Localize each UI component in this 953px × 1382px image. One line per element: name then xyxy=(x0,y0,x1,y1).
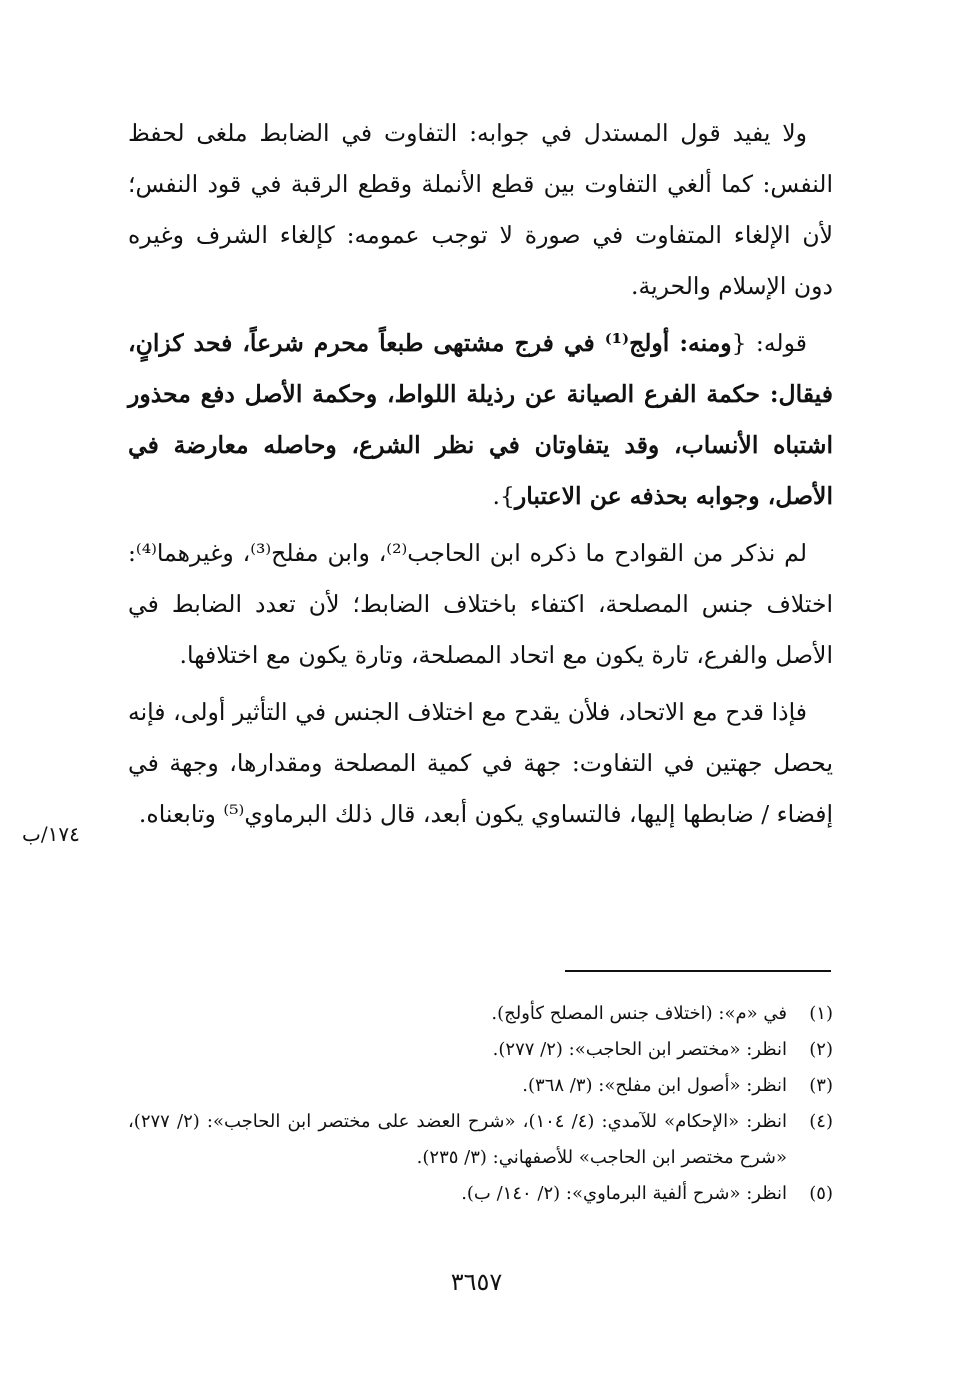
footnote xyxy=(128,1032,833,1068)
footnote-number: (٢) xyxy=(809,1039,833,1060)
footnote-number: (٣) xyxy=(809,1075,833,1096)
footnotes xyxy=(128,996,833,1212)
footnote-number: (١) xyxy=(809,1003,833,1024)
footnote-text: انظر: «شرح ألفية البرماوي»: (٢/ ١٤٠/ ب). xyxy=(461,1183,787,1204)
paragraph-2-lead: قوله: { xyxy=(731,329,807,357)
footnote-text: انظر: «أصول ابن مفلح»: (٣/ ٣٦٨). xyxy=(522,1075,787,1096)
paragraph-4: فإذا قدح مع الاتحاد، فلأن يقدح مع اختلاف الجنس في التأثير أولى، فإنه يحصل جهتين في التفاوت: جهة في كمية المصلحة ومقدارها، وجهة في إفضاء / ضابطها إليها، فالتساوي يكون أبعد، قال ذلك البرماوي⁽⁵⁾ وتابعناه. xyxy=(128,698,833,828)
footnote-text: في «م»: (اختلاف جنس المصلح كأولج). xyxy=(491,1003,787,1024)
page-number: ٣٦٥٧ xyxy=(450,1268,503,1296)
footnote xyxy=(128,996,833,1032)
footnote-number: (٤) xyxy=(809,1111,833,1132)
footnote xyxy=(128,1104,833,1176)
footnote-separator xyxy=(565,970,831,972)
manuscript-folio-marker: ١٧٤/ب xyxy=(22,822,80,846)
main-text xyxy=(128,108,833,846)
paragraph-2 xyxy=(128,318,833,522)
footnote xyxy=(128,1068,833,1104)
paragraph-2-tail: }. xyxy=(492,482,515,510)
quoted-matn: ومنه: أولج⁽¹⁾ في فرج مشتهى طبعاً محرم شرعاً، فحد كزانٍ، فيقال: حكمة الفرع الصيانة عن رذيلة اللواط، وحكمة الأصل دفع محذور اشتباه الأنساب، وقد يتفاوتان في نظر الشرع، وحاصله معارضة في الأصل، وجوابه بحذفه عن الاعتبار xyxy=(128,329,833,510)
footnote-text: انظر: «مختصر ابن الحاجب»: (٢/ ٢٧٧). xyxy=(492,1039,787,1060)
footnote-text: انظر: «الإحكام» للآمدي: (٤/ ١٠٤)، «شرح العضد على مختصر ابن الحاجب»: (٢/ ٢٧٧)، «شرح مختصر ابن الحاجب» للأصفهاني: (٣/ ٢٣٥). xyxy=(128,1111,787,1168)
paragraph-3: لم نذكر من القوادح ما ذكره ابن الحاجب⁽²⁾، وابن مفلح⁽³⁾، وغيرهما⁽⁴⁾: اختلاف جنس المصلحة، اكتفاء باختلاف الضابط؛ لأن تعدد الضابط في الأصل والفرع، تارة يكون مع اتحاد المصلحة، وتارة يكون مع اختلافها. xyxy=(128,539,833,669)
footnote xyxy=(128,1176,833,1212)
paragraph-1: ولا يفيد قول المستدل في جوابه: التفاوت في الضابط ملغى لحفظ النفس: كما ألغي التفاوت بين قطع الأنملة وقطع الرقبة في قود النفس؛ لأن الإلغاء المتفاوت في صورة لا توجب عمومه: كإلغاء الشرف وغيره دون الإسلام والحرية. xyxy=(128,119,833,300)
footnote-number: (٥) xyxy=(809,1183,833,1204)
